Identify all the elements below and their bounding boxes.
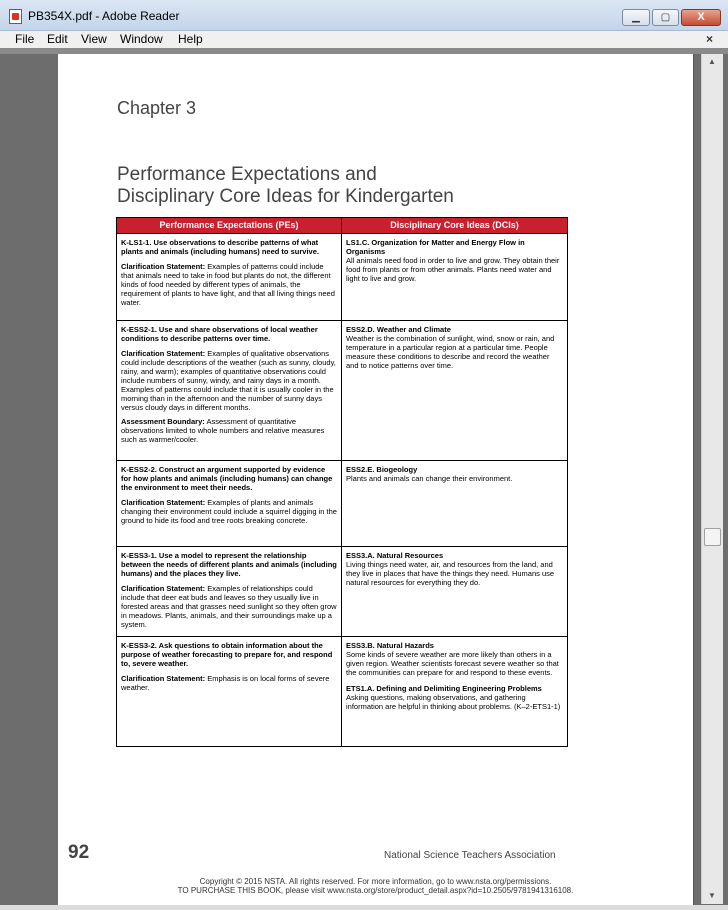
pe-note-text: Examples of patterns could include that animals need to take in food but plants do not, the different kinds of food needed by different types of animals, the requirement of plants to have light, and that all living things need water.	[121, 262, 335, 307]
dci-title: ETS1.A. Defining and Delimiting Engineering Problems	[346, 684, 542, 693]
header-pe: Performance Expectations (PEs)	[117, 218, 342, 234]
dci-title: LS1.C. Organization for Matter and Energy Flow in Organisms	[346, 238, 525, 256]
dci-text: Asking questions, making observations, and gathering information are helpful in thinking about problems. (K–2-ETS1-1)	[346, 693, 561, 711]
pe-note	[121, 262, 337, 307]
pe-note-text: Examples of relationships could include that deer eat buds and leaves so they usually live in forested areas and that grasses need sunlight so they often grow in meadows. Plants, animals, and their surroundings make up a system.	[121, 584, 337, 629]
page-title-line-1: Performance Expectations and	[117, 164, 377, 185]
pe-note-text: Examples of qualitative observations could include descriptions of the weather (such as sunny, cloudy, rainy, and warm); examples of quantitative observations could include numbers of sunny, windy, and rainy days in a month. Examples of patterns could include that it is usually cooler in the morning than in the afternoon and the number of sunny days versus cloudy days in different months.	[121, 349, 336, 412]
window-titlebar	[0, 0, 728, 31]
menu-bar	[0, 31, 728, 48]
page-number: 92	[68, 842, 90, 863]
status-bar	[0, 905, 728, 910]
maximize-icon: ▢	[660, 12, 671, 23]
close-button[interactable]: X	[681, 9, 721, 26]
menu-file[interactable]: File	[15, 32, 35, 46]
window-title: PB354X.pdf - Adobe Reader	[28, 9, 180, 23]
table-row	[117, 547, 568, 637]
publisher-name: National Science Teachers Association	[384, 850, 556, 861]
pe-title: K-LS1-1. Use observations to describe patterns of what plants and animals (including humans) need to survive.	[121, 238, 319, 256]
footer-line-1: Copyright © 2015 NSTA. All rights reserved. For more information, go to www.nsta.org/permissions.	[199, 877, 552, 886]
pe-note	[121, 674, 337, 692]
pdf-file-icon	[9, 9, 22, 24]
table-row	[117, 461, 568, 547]
footer-line-2: TO PURCHASE THIS BOOK, please visit www.nsta.org/store/product_detail.aspx?id=10.2505/9781941316108.	[177, 886, 574, 895]
menu-edit[interactable]: Edit	[47, 32, 68, 46]
pe-note-text: Emphasis is on local forms of severe weather.	[121, 674, 330, 692]
minimize-icon: ▁	[632, 12, 640, 23]
pe-note-label: Clarification Statement:	[121, 674, 206, 683]
pe-title: K-ESS2-1. Use and share observations of local weather conditions to describe patterns over time.	[121, 325, 318, 343]
pe-cell	[117, 637, 342, 747]
dci-cell	[342, 547, 568, 637]
dci-title: ESS3.A. Natural Resources	[346, 551, 444, 560]
pe-note	[121, 498, 337, 525]
table-header-row	[117, 218, 568, 234]
scrollbar-thumb[interactable]	[704, 528, 721, 546]
dci-cell	[342, 234, 568, 321]
dci-text: Plants and animals can change their environment.	[346, 474, 513, 483]
pe-cell	[117, 321, 342, 461]
pe-note-label: Assessment Boundary:	[121, 417, 205, 426]
pe-note-label: Clarification Statement:	[121, 584, 206, 593]
maximize-button[interactable]	[652, 9, 679, 26]
menu-view[interactable]: View	[81, 32, 107, 46]
minimize-button[interactable]	[622, 9, 650, 26]
pdf-page	[58, 54, 693, 905]
pe-note	[121, 417, 337, 444]
table-row	[117, 637, 568, 747]
vertical-scrollbar[interactable]	[701, 54, 723, 904]
dci-title: ESS2.D. Weather and Climate	[346, 325, 451, 334]
dci-text: Living things need water, air, and resources from the land, and they live in places that have the things they need. Humans use natural resources for everything they do.	[346, 560, 555, 587]
pe-note	[121, 349, 337, 412]
pe-title: K-ESS3-2. Ask questions to obtain information about the purpose of weather forecasting to prepare for, and respond to, severe weather.	[121, 641, 333, 668]
pe-note-label: Clarification Statement:	[121, 349, 206, 358]
pe-cell	[117, 547, 342, 637]
pe-title: K-ESS3-1. Use a model to represent the relationship between the needs of different plants and animals (including humans) and the places they live.	[121, 551, 337, 578]
pe-note-text: Assessment of quantitative observations limited to whole numbers and relative measures such as warmer/cooler.	[121, 417, 325, 444]
dci-text: All animals need food in order to live and grow. They obtain their food from plants or from other animals. Plants need water and light to live and grow.	[346, 256, 560, 283]
dci-cell	[342, 637, 568, 747]
dci-cell	[342, 461, 568, 547]
table-row	[117, 234, 568, 321]
copyright-footer	[58, 877, 693, 895]
page-title-line-2: Disciplinary Core Ideas for Kindergarten	[117, 186, 454, 207]
page-title	[117, 164, 537, 208]
standards-table	[116, 217, 568, 747]
scroll-down-arrow-icon[interactable]: ▼	[708, 891, 716, 900]
pe-cell	[117, 234, 342, 321]
dci-text: Weather is the combination of sunlight, wind, snow or rain, and temperature in a particular region at a particular time. People measure these conditions to describe and record the weather and to notice patterns over time.	[346, 334, 555, 370]
pe-cell	[117, 461, 342, 547]
table-row	[117, 321, 568, 461]
close-document-icon[interactable]: ×	[706, 32, 714, 46]
menu-help[interactable]: Help	[178, 32, 203, 46]
pe-note	[121, 584, 337, 629]
dci-title: ESS3.B. Natural Hazards	[346, 641, 434, 650]
scroll-up-arrow-icon[interactable]: ▲	[708, 57, 716, 66]
header-dci: Disciplinary Core Ideas (DCIs)	[342, 218, 568, 234]
pe-note-text: Examples of plants and animals changing their environment could include a squirrel digging in the ground to hide its food and tree roots breaking concrete.	[121, 498, 337, 525]
pe-title: K-ESS2-2. Construct an argument supported by evidence for how plants and animals (including humans) can change the environment to meet their needs.	[121, 465, 333, 492]
dci-cell	[342, 321, 568, 461]
menu-window[interactable]: Window	[120, 32, 163, 46]
dci-title: ESS2.E. Biogeology	[346, 465, 418, 474]
chapter-heading: Chapter 3	[117, 98, 197, 118]
dci-text: Some kinds of severe weather are more likely than others in a given region. Weather scientists forecast severe weather so that the communities can prepare for and respond to these events.	[346, 650, 559, 677]
pe-note-label: Clarification Statement:	[121, 498, 206, 507]
pe-note-label: Clarification Statement:	[121, 262, 206, 271]
